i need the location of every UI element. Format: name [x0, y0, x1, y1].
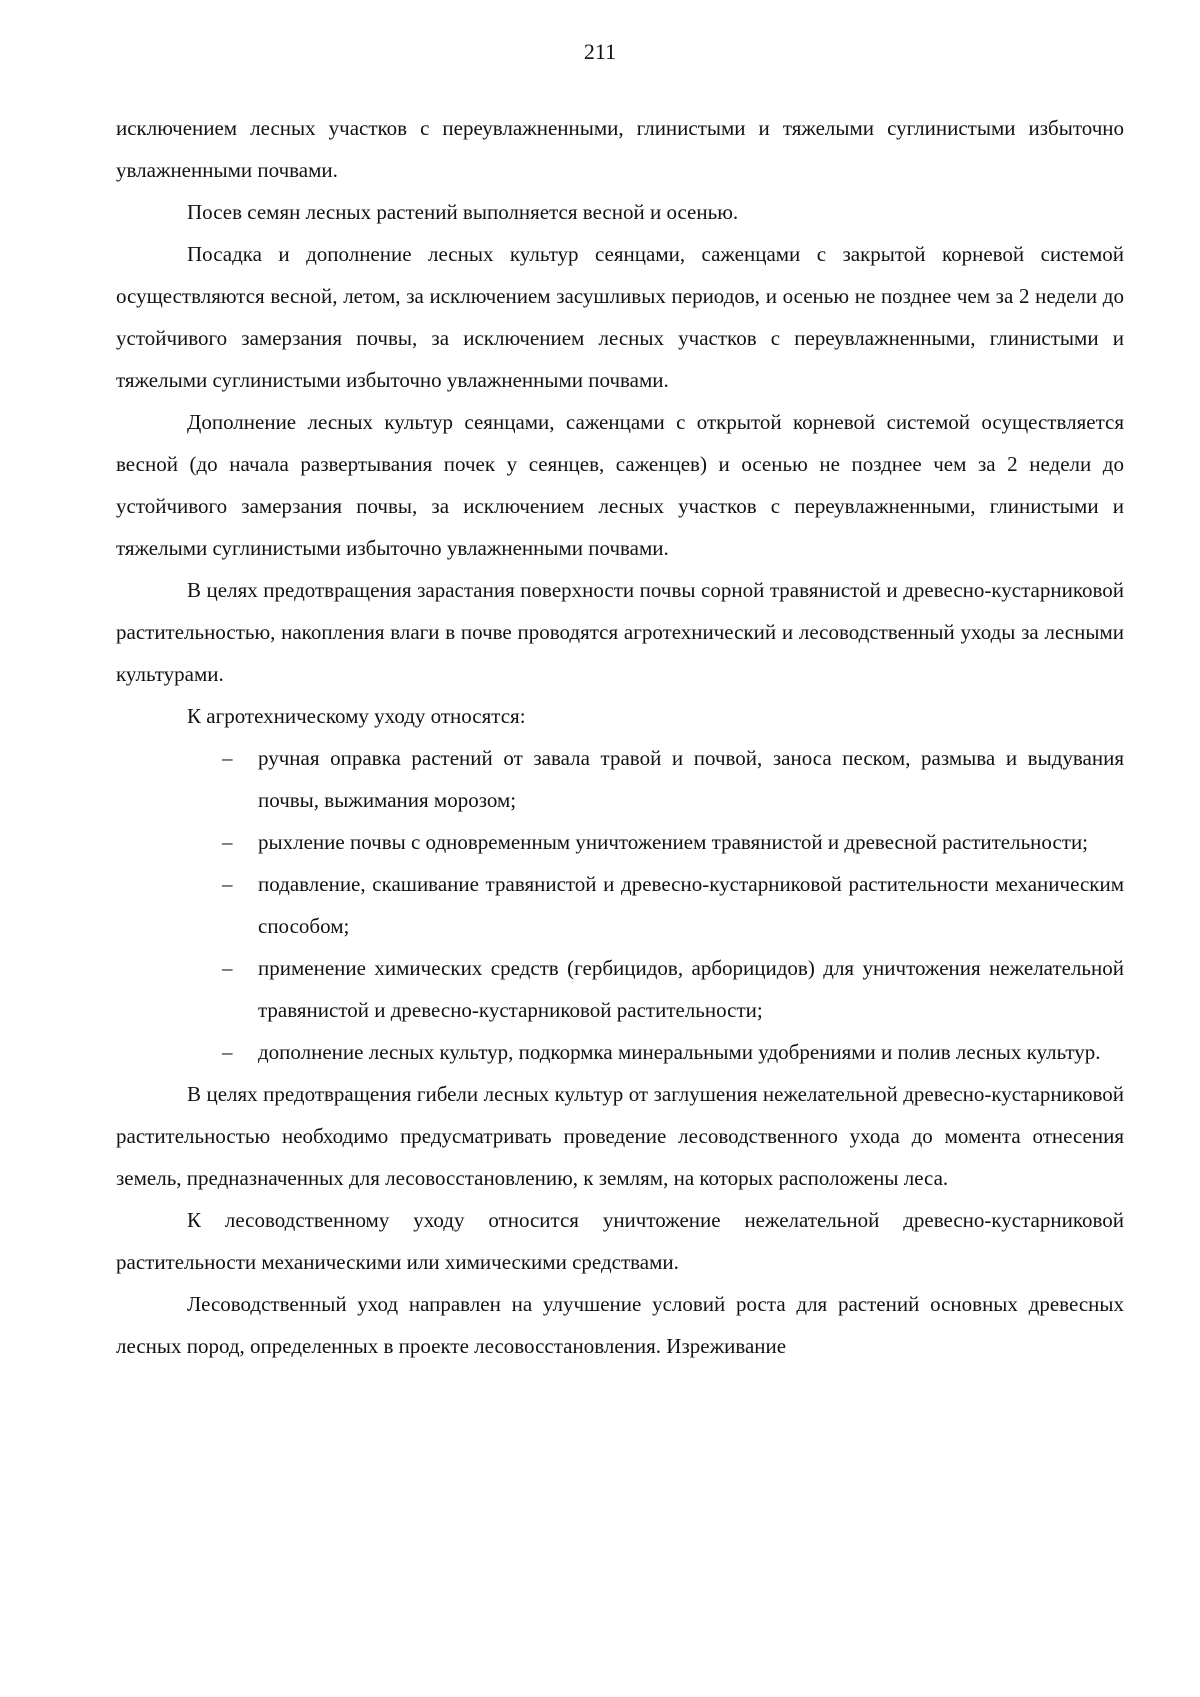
list-item-text: рыхление почвы с одновременным уничтожением травянистой и древесной растительности; [258, 830, 1089, 854]
dash-marker: – [222, 1040, 233, 1064]
list-item [116, 947, 1124, 1031]
paragraph-agrotech-intro: К агротехническому уходу относятся: [187, 704, 526, 728]
paragraph-silvicultural-purpose: Лесоводственный уход направлен на улучшение условий роста для растений основных древесных лесных пород, определенных в проекте лесовосстановления. Изреживание [116, 1292, 1124, 1358]
list-item [116, 737, 1124, 821]
dash-marker: – [222, 746, 233, 770]
paragraph-care-purpose: В целях предотвращения зарастания поверхности почвы сорной травянистой и древесно-кустарниковой растительностью, накопления влаги в почве проводятся агротехнический и лесоводственный уходы за лесными культурами. [116, 578, 1124, 686]
list-item-text: дополнение лесных культур, подкормка минеральными удобрениями и полив лесных культур. [258, 1040, 1101, 1064]
list-item-text: подавление, скашивание травянистой и древесно-кустарниковой растительности механическим способом; [258, 872, 1124, 938]
paragraph-supplement-open-root: Дополнение лесных культур сеянцами, саженцами с открытой корневой системой осуществляется весной (до начала развертывания почек у сеянцев, саженцев) и осенью не позднее чем за 2 недели до устойчивого замерзания почвы, за исключением лесных участков с переувлажненными, глинистыми и тяжелыми суглинистыми избыточно увлажненными почвами. [116, 410, 1124, 560]
paragraph-planting-closed-root: Посадка и дополнение лесных культур сеянцами, саженцами с закрытой корневой системой осуществляются весной, летом, за исключением засушливых периодов, и осенью не позднее чем за 2 недели до устойчивого замерзания почвы, за исключением лесных участков с переувлажненными, глинистыми и тяжелыми суглинистыми избыточно увлажненными почвами. [116, 242, 1124, 392]
paragraph-prevent-suppression: В целях предотвращения гибели лесных культур от заглушения нежелательной древесно-кустарниковой растительностью необходимо предусматривать проведение лесоводственного ухода до момента отнесения земель, предназначенных для лесовосстановлению, к землям, на которых расположены леса. [116, 1082, 1124, 1190]
dash-marker: – [222, 872, 233, 896]
list-item [116, 863, 1124, 947]
paragraph-continuation: исключением лесных участков с переувлажненными, глинистыми и тяжелыми суглинистыми избыточно увлажненными почвами. [116, 116, 1124, 182]
list-item [116, 821, 1124, 863]
dash-marker: – [222, 956, 233, 980]
document-body [116, 107, 1124, 1367]
list-item [116, 1031, 1124, 1073]
page-number: 211 [583, 39, 617, 64]
agrotech-care-list [116, 737, 1124, 1073]
list-item-text: ручная оправка растений от завала травой и почвой, заноса песком, размыва и выдувания почвы, выжимания морозом; [258, 746, 1124, 812]
dash-marker: – [222, 830, 233, 854]
paragraph-silvicultural-care: К лесоводственному уходу относится уничтожение нежелательной древесно-кустарниковой растительности механическими или химическими средствами. [116, 1208, 1124, 1274]
paragraph-sowing: Посев семян лесных растений выполняется весной и осенью. [187, 200, 739, 224]
list-item-text: применение химических средств (гербицидов, арборицидов) для уничтожения нежелательной травянистой и древесно-кустарниковой растительности; [258, 956, 1124, 1022]
